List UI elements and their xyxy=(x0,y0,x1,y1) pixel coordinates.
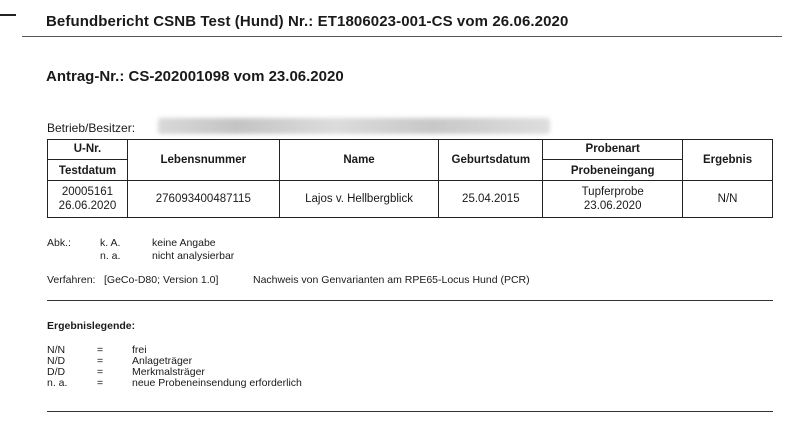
abbr-meaning: keine Angabe xyxy=(152,237,216,249)
cell-geburtsdatum: 25.04.2015 xyxy=(439,181,543,218)
header-testdatum-label: Testdatum xyxy=(58,165,117,177)
cell-name: Lajos v. Hellbergblick xyxy=(279,181,439,218)
verfahren-method: [GeCo-D80; Version 1.0] xyxy=(104,274,219,286)
cell-testdatum: 26.06.2020 xyxy=(58,200,117,212)
legend-code: N/N xyxy=(47,344,66,356)
header-name: Name xyxy=(279,140,439,181)
verfahren-description: Nachweis von Genvarianten am RPE65-Locus Hund (PCR) xyxy=(253,274,530,286)
legend-eq: = xyxy=(97,377,104,389)
section-rule xyxy=(47,300,773,301)
header-probeneingang-label: Probeneingang xyxy=(570,165,655,177)
legend-code: n. a. xyxy=(47,377,68,389)
owner-label: Betrieb/Besitzer: xyxy=(47,121,136,135)
legend-meaning: Anlageträger xyxy=(132,355,193,367)
cell-unr: 20005161 xyxy=(61,186,114,198)
cell-lebensnummer: 276093400487115 xyxy=(127,181,279,218)
cell-unr-testdatum xyxy=(48,181,128,218)
cell-ergebnis: N/N xyxy=(683,181,773,218)
legend-eq: = xyxy=(97,366,104,378)
bottom-rule xyxy=(47,411,773,412)
header-geburtsdatum: Geburtsdatum xyxy=(439,140,543,181)
header-probenart-label: Probenart xyxy=(543,142,682,160)
header-unr-label: U-Nr. xyxy=(48,142,127,160)
legend-meaning: frei xyxy=(132,344,147,356)
legend-eq: = xyxy=(97,344,104,356)
abbreviations-label: Abk.: xyxy=(47,237,71,249)
table-header-row xyxy=(48,140,773,181)
header-lebensnummer: Lebensnummer xyxy=(127,140,279,181)
legend-eq: = xyxy=(97,355,104,367)
abbr-code: k. A. xyxy=(100,237,121,249)
cell-probeneingang: 23.06.2020 xyxy=(583,200,642,212)
report-title: Befundbericht CSNB Test (Hund) Nr.: ET1806023-001-CS vom 26.06.2020 xyxy=(46,13,569,30)
header-probenart xyxy=(543,140,683,181)
legend-title: Ergebnislegende: xyxy=(47,320,136,332)
legend-code: D/D xyxy=(47,366,66,378)
legend-meaning: Merkmalsträger xyxy=(132,366,205,378)
cell-probenart-eingang xyxy=(543,181,683,218)
corner-mark xyxy=(0,14,16,16)
legend-meaning: neue Probeneinsendung erforderlich xyxy=(132,377,302,389)
owner-redacted xyxy=(158,118,550,134)
abbr-code: n. a. xyxy=(100,250,121,262)
application-number: Antrag-Nr.: CS-202001098 vom 23.06.2020 xyxy=(46,68,344,85)
table-row xyxy=(48,181,773,218)
title-rule xyxy=(22,36,782,37)
header-ergebnis: Ergebnis xyxy=(683,140,773,181)
header-unr xyxy=(48,140,128,181)
cell-probenart: Tupferprobe xyxy=(581,186,644,198)
abbr-meaning: nicht analysierbar xyxy=(152,250,235,262)
legend-code: N/D xyxy=(47,355,66,367)
verfahren-label: Verfahren: xyxy=(47,274,96,286)
results-table xyxy=(47,139,773,218)
